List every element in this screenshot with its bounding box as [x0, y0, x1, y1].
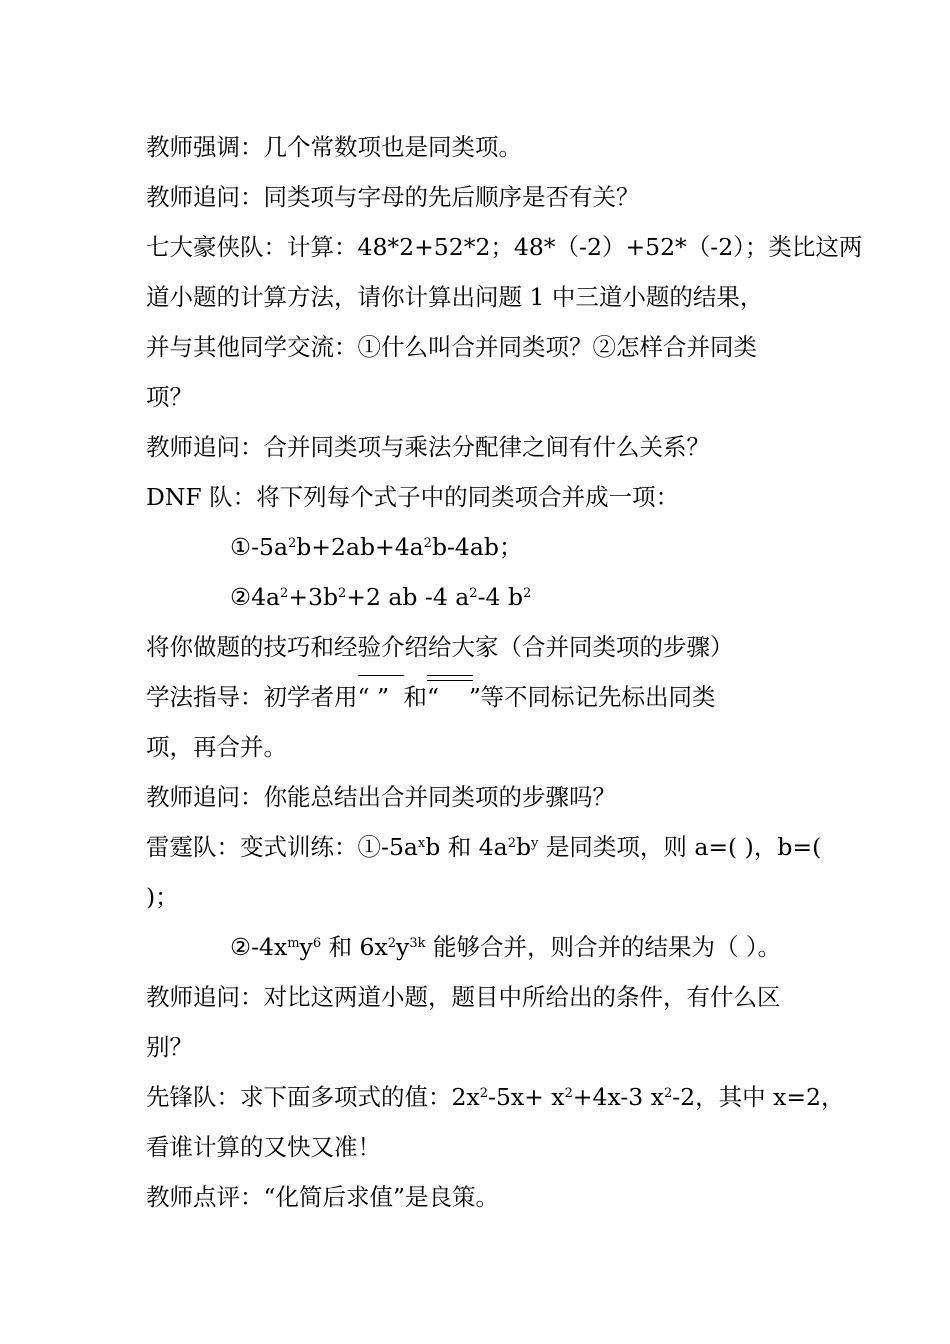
overline-mark-double: “ ”: [427, 672, 473, 722]
paragraph-teacher-question-4-line1: 教师追问：对比这两道小题，题目中所给出的条件，有什么区: [146, 983, 781, 1011]
paragraph-team-qidahaoxia-line4: 项？: [146, 383, 193, 411]
paragraph-teacher-question-4-line2: 别？: [146, 1033, 193, 1061]
paragraph-team-dnf: DNF 队：将下列每个式子中的同类项合并成一项：: [146, 483, 680, 511]
paragraph-team-qidahaoxia-line2: 道小题的计算方法，请你计算出问题 1 中三道小题的结果，: [146, 283, 764, 311]
paragraph-method-guide-line2: 项，再合并。: [146, 733, 287, 761]
paragraph-teacher-question-3: 教师追问：你能总结出合并同类项的步骤吗？: [146, 783, 616, 811]
paragraph-share-skills: 将你做题的技巧和经验介绍给大家（合并同类项的步骤）: [146, 633, 734, 661]
exercise-variant-2: $②-4x^my^6$ 和 $6x^2y^{3k}$ 能够合并，则合并的结果为（ ）。: [230, 933, 782, 961]
exercise-2: $②4a^2+3b^2+2$ ab -4 $a^2-4$ $b^2$: [230, 583, 532, 611]
paragraph-team-xianfeng-line2: 看谁计算的又快又准！: [146, 1133, 381, 1161]
paragraph-teacher-comment: 教师点评：“化简后求值”是良策。: [146, 1183, 500, 1211]
paragraph-teacher-emphasis: 教师强调：几个常数项也是同类项。: [146, 133, 522, 161]
document-page: [146, 122, 863, 1222]
paragraph-teacher-question-2: 教师追问：合并同类项与乘法分配律之间有什么关系？: [146, 433, 710, 461]
paragraph-team-xianfeng-line1: 先锋队：求下面多项式的值：$2x^2-5x+ x^2+4x-3$ $x^2-2$，其中 x=2，: [146, 1083, 845, 1111]
overline-mark-single: “ ”: [358, 672, 404, 722]
paragraph-team-leiting-line1: 雷霆队：变式训练：$①-5a^xb$ 和 $4a^2b^y$ 是同类项，则 a=( )，b=(: [146, 833, 822, 861]
paragraph-teacher-question-1: 教师追问：同类项与字母的先后顺序是否有关？: [146, 183, 640, 211]
paragraph-team-qidahaoxia-line3: 并与其他同学交流：①什么叫合并同类项？②怎样合并同类: [146, 333, 757, 361]
exercise-1: $①-5a^2b+2ab+4a^2b-4ab$；: [230, 533, 523, 561]
paragraph-team-qidahaoxia-line1: 七大豪侠队：计算：48*2+52*2；48*（-2）+52*（-2）；类比这两: [146, 233, 863, 261]
paragraph-team-leiting-line2: )；: [146, 883, 179, 911]
paragraph-method-guide-line1: 学法指导：初学者用“ ” 和“ ” 等不同标记先标出同类: [146, 672, 810, 722]
